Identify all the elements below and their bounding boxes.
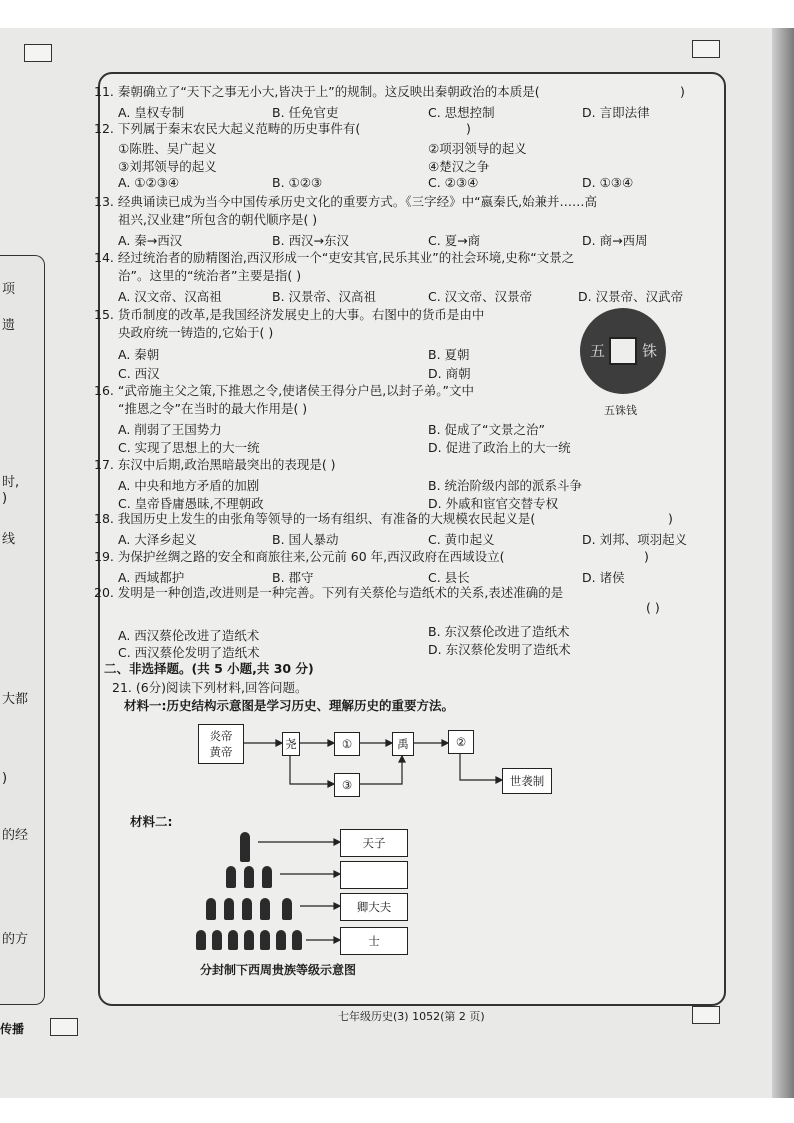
- hierarchy-box-shi: 士: [340, 927, 408, 955]
- q20-paren: ( ): [646, 600, 660, 615]
- coin-caption: 五铢钱: [604, 404, 637, 417]
- q15-option-d[interactable]: D. 商朝: [428, 366, 471, 381]
- margin-char: ): [2, 771, 8, 786]
- q13-option-c[interactable]: C. 夏→商: [428, 233, 481, 248]
- q18-stem: 18. 我国历史上发生的由张角等领导的一场有组织、有准备的大规模农民起义是(: [94, 511, 536, 526]
- q12-stem: 12. 下列属于秦末农民大起义范畴的历史事件有(: [94, 121, 361, 136]
- q12-option-b[interactable]: B. ①②③: [272, 175, 323, 190]
- q14-stem-cont: 治”。这里的“统治者”主要是指( ): [118, 268, 302, 283]
- q16-option-d[interactable]: D. 促进了政治上的大一统: [428, 440, 571, 455]
- q11-option-b[interactable]: B. 任免官吏: [272, 105, 339, 120]
- q11-paren: ): [680, 84, 685, 99]
- diagram-box-blank-3: ③: [334, 773, 360, 797]
- q16-stem: 16. “武帝施主父之策,下推恩之令,使诸侯王得分户邑,以封子弟。”文中: [94, 383, 474, 398]
- diagram-box-hereditary-system: 世袭制: [502, 768, 552, 794]
- margin-char: ): [2, 491, 8, 506]
- q12-option-c[interactable]: C. ②③④: [428, 175, 479, 190]
- q18-option-c[interactable]: C. 黄巾起义: [428, 532, 495, 547]
- q20-option-c[interactable]: C. 西汉蔡伦发明了造纸术: [118, 645, 260, 660]
- q19-option-a[interactable]: A. 西域都护: [118, 570, 185, 585]
- q18-option-a[interactable]: A. 大泽乡起义: [118, 532, 197, 547]
- q12-item-2: ②项羽领导的起义: [428, 141, 527, 156]
- q14-option-c[interactable]: C. 汉文帝、汉景帝: [428, 289, 533, 304]
- q16-stem-cont: “推恩之令”在当时的最大作用是( ): [118, 401, 308, 416]
- q15-stem: 15. 货币制度的改革,是我国经济发展史上的大事。右图中的货币是由中: [94, 307, 485, 322]
- diagram-label: 炎帝: [209, 729, 233, 743]
- q18-option-b[interactable]: B. 国人暴动: [272, 532, 339, 547]
- q11-option-d[interactable]: D. 言即法律: [582, 105, 650, 120]
- hierarchy-box-qingdafu: 卿大夫: [340, 893, 408, 921]
- q20-option-d[interactable]: D. 东汉蔡伦发明了造纸术: [428, 642, 571, 657]
- margin-char: 的经: [2, 828, 29, 843]
- coin-char: 五: [590, 342, 606, 360]
- q12-paren: ): [466, 121, 471, 136]
- q18-option-d[interactable]: D. 刘邦、项羽起义: [582, 532, 688, 547]
- q21-stem: 21. (6分)阅读下列材料,回答问题。: [112, 680, 308, 695]
- q20-option-a[interactable]: A. 西汉蔡伦改进了造纸术: [118, 628, 260, 643]
- q12-item-1: ①陈胜、吴广起义: [118, 141, 217, 156]
- q11-option-c[interactable]: C. 思想控制: [428, 105, 495, 120]
- material1-text: 材料一:历史结构示意图是学习历史、理解历史的重要方法。: [124, 698, 454, 713]
- diagram-box-blank-1: ①: [334, 732, 360, 756]
- q13-option-a[interactable]: A. 秦→西汉: [118, 233, 183, 248]
- q15-option-c[interactable]: C. 西汉: [118, 366, 160, 381]
- q19-option-d[interactable]: D. 诸侯: [582, 570, 625, 585]
- q14-option-d[interactable]: D. 汉景帝、汉武帝: [578, 289, 684, 304]
- q16-option-a[interactable]: A. 削弱了王国势力: [118, 422, 222, 437]
- page-footer: 七年级历史(3) 1052(第 2 页): [338, 1010, 485, 1023]
- diagram-box-blank-2: ②: [448, 730, 474, 754]
- q14-stem: 14. 经过统治者的励精图治,西汉形成一个“吏安其官,民乐其业”的社会环境,史称“文景之: [94, 250, 575, 265]
- q17-option-a[interactable]: A. 中央和地方矛盾的加剧: [118, 478, 260, 493]
- q19-option-b[interactable]: B. 郡守: [272, 570, 314, 585]
- q19-option-c[interactable]: C. 县长: [428, 570, 470, 585]
- diagram-box-yandi-huangdi: [198, 724, 244, 764]
- q16-option-c[interactable]: C. 实现了思想上的大一统: [118, 440, 260, 455]
- q14-option-a[interactable]: A. 汉文帝、汉高祖: [118, 289, 222, 304]
- section2-heading: 二、非选择题。(共 5 小题,共 30 分): [104, 661, 314, 676]
- q18-paren: ): [668, 511, 673, 526]
- diagram-box-yao: 尧: [282, 732, 300, 756]
- q17-option-d[interactable]: D. 外戚和宦官交替专权: [428, 496, 559, 511]
- q12-option-a[interactable]: A. ①②③④: [118, 175, 180, 190]
- q17-stem: 17. 东汉中后期,政治黑暗最突出的表现是( ): [94, 457, 336, 472]
- margin-char: 时,: [2, 475, 20, 490]
- margin-char: 的方: [2, 932, 29, 947]
- q17-option-b[interactable]: B. 统治阶级内部的派系斗争: [428, 478, 583, 493]
- diagram-box-yu: 禹: [392, 732, 414, 756]
- q12-item-3: ③刘邦领导的起义: [118, 159, 217, 174]
- margin-char: 遗: [2, 318, 16, 333]
- q15-option-b[interactable]: B. 夏朝: [428, 347, 470, 362]
- margin-char: 传播: [0, 1022, 25, 1036]
- hierarchy-box-blank: [340, 861, 408, 889]
- q17-option-c[interactable]: C. 皇帝昏庸愚昧,不理朝政: [118, 496, 264, 511]
- q11-option-a[interactable]: A. 皇权专制: [118, 105, 185, 120]
- margin-char: 项: [2, 282, 16, 297]
- hierarchy-box-tianzi: 天子: [340, 829, 408, 857]
- q14-option-b[interactable]: B. 汉景帝、汉高祖: [272, 289, 377, 304]
- q19-paren: ): [644, 549, 649, 564]
- q15-stem-cont: 央政府统一铸造的,它始于( ): [118, 325, 274, 340]
- q13-option-b[interactable]: B. 西汉→东汉: [272, 233, 349, 248]
- q20-option-b[interactable]: B. 东汉蔡伦改进了造纸术: [428, 624, 570, 639]
- q13-stem: 13. 经典诵读已成为当今中国传承历史文化的重要方式。《三字经》中“嬴秦氏,始兼并……高: [94, 194, 598, 209]
- q19-stem: 19. 为保护丝绸之路的安全和商旅往来,公元前 60 年,西汉政府在西域设立(: [94, 549, 505, 564]
- q12-item-4: ④楚汉之争: [428, 159, 490, 174]
- hierarchy-caption: 分封制下西周贵族等级示意图: [200, 963, 357, 977]
- q13-stem-cont: 祖兴,汉业建”所包含的朝代顺序是( ): [118, 212, 318, 227]
- coin-char: 铢: [642, 342, 658, 360]
- margin-char: 大都: [2, 692, 29, 707]
- q12-option-d[interactable]: D. ①③④: [582, 175, 634, 190]
- diagram-label: 黄帝: [209, 745, 233, 759]
- q13-option-d[interactable]: D. 商→西周: [582, 233, 648, 248]
- q16-option-b[interactable]: B. 促成了“文景之治”: [428, 422, 545, 437]
- q15-option-a[interactable]: A. 秦朝: [118, 347, 160, 362]
- material2-label: 材料二:: [130, 814, 173, 829]
- q20-stem: 20. 发明是一种创造,改进则是一种完善。下列有关蔡伦与造纸术的关系,表述准确的是: [94, 585, 564, 600]
- margin-char: 线: [2, 532, 16, 547]
- q11-stem: 11. 秦朝确立了“天下之事无小大,皆决于上”的规制。这反映出秦朝政治的本质是(: [94, 84, 540, 99]
